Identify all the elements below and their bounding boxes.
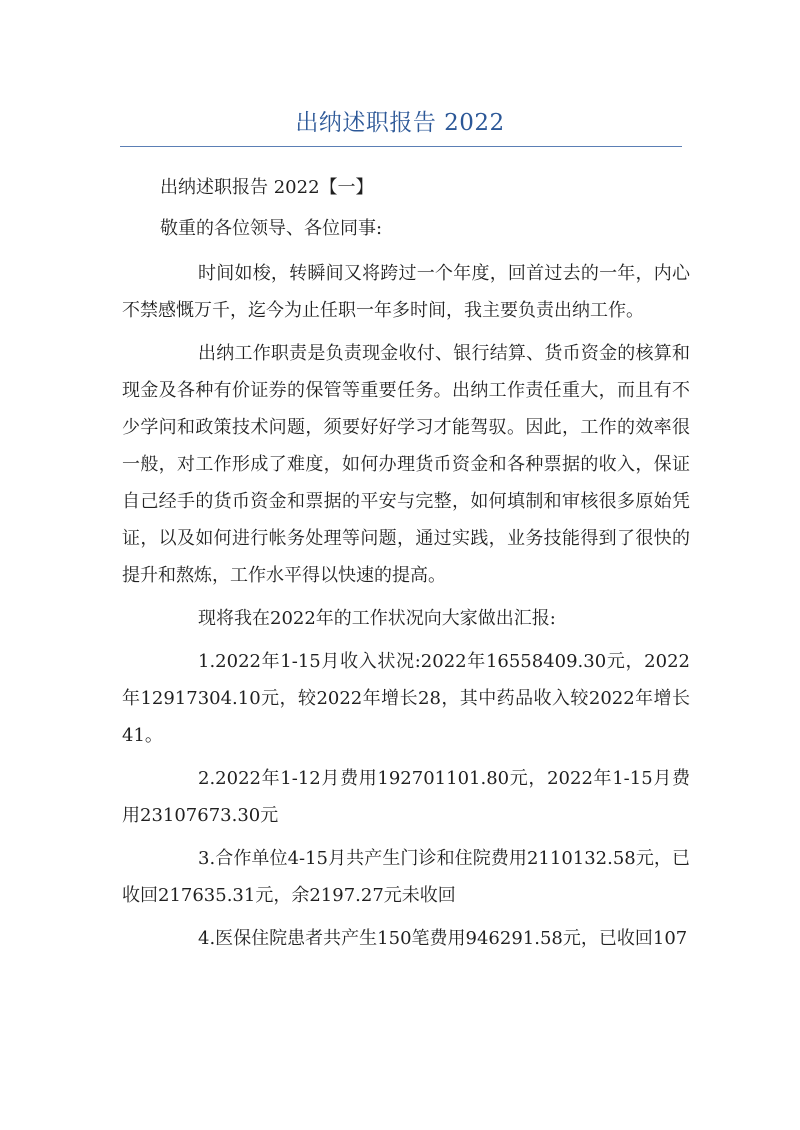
paragraph-item-3: 3.合作单位4-15月共产生门诊和住院费用2110132.58元，已收回217635.31元，余2197.27元未收回 [122,848,690,906]
paragraph-item-4: 4.医保住院患者共产生150笔费用946291.58元，已收回107 [198,928,688,949]
document-body [122,169,690,963]
paragraph-item-2: 2.2022年1-12月费用192701101.80元，2022年1-15月费用23107673.30元 [122,768,690,826]
paragraph-duties: 出纳工作职责是负责现金收付、银行结算、货币资金的核算和现金及各种有价证券的保管等重要任务。出纳工作责任重大，而且有不少学问和政策技术问题，须要好好学习才能驾驭。因此，工作的效率很一般，对工作形成了难度，如何办理货币资金和各种票据的收入，保证自己经手的货币资金和票据的平安与完整，如何填制和审核很多原始凭证，以及如何进行帐务处理等问题，通过实践，业务技能得到了很快的提升和熬炼，工作水平得以快速的提高。 [122,343,690,586]
paragraph-report-lead: 现将我在2022年的工作状况向大家做出汇报: [198,608,556,629]
section-heading: 出纳述职报告 2022【一】 [160,177,374,198]
greeting-line: 敬重的各位领导、各位同事: [160,218,383,239]
paragraph-item-1: 1.2022年1-15月收入状况:2022年16558409.30元，2022年12917304.10元，较2022年增长28，其中药品收入较2022年增长41。 [122,651,690,746]
paragraph-intro: 时间如梭，转瞬间又将跨过一个年度，回首过去的一年，内心不禁感慨万千，迄今为止任职一年多时间，我主要负责出纳工作。 [122,263,690,321]
title-underline [120,146,682,147]
document-title: 出纳述职报告 2022 [295,110,505,136]
